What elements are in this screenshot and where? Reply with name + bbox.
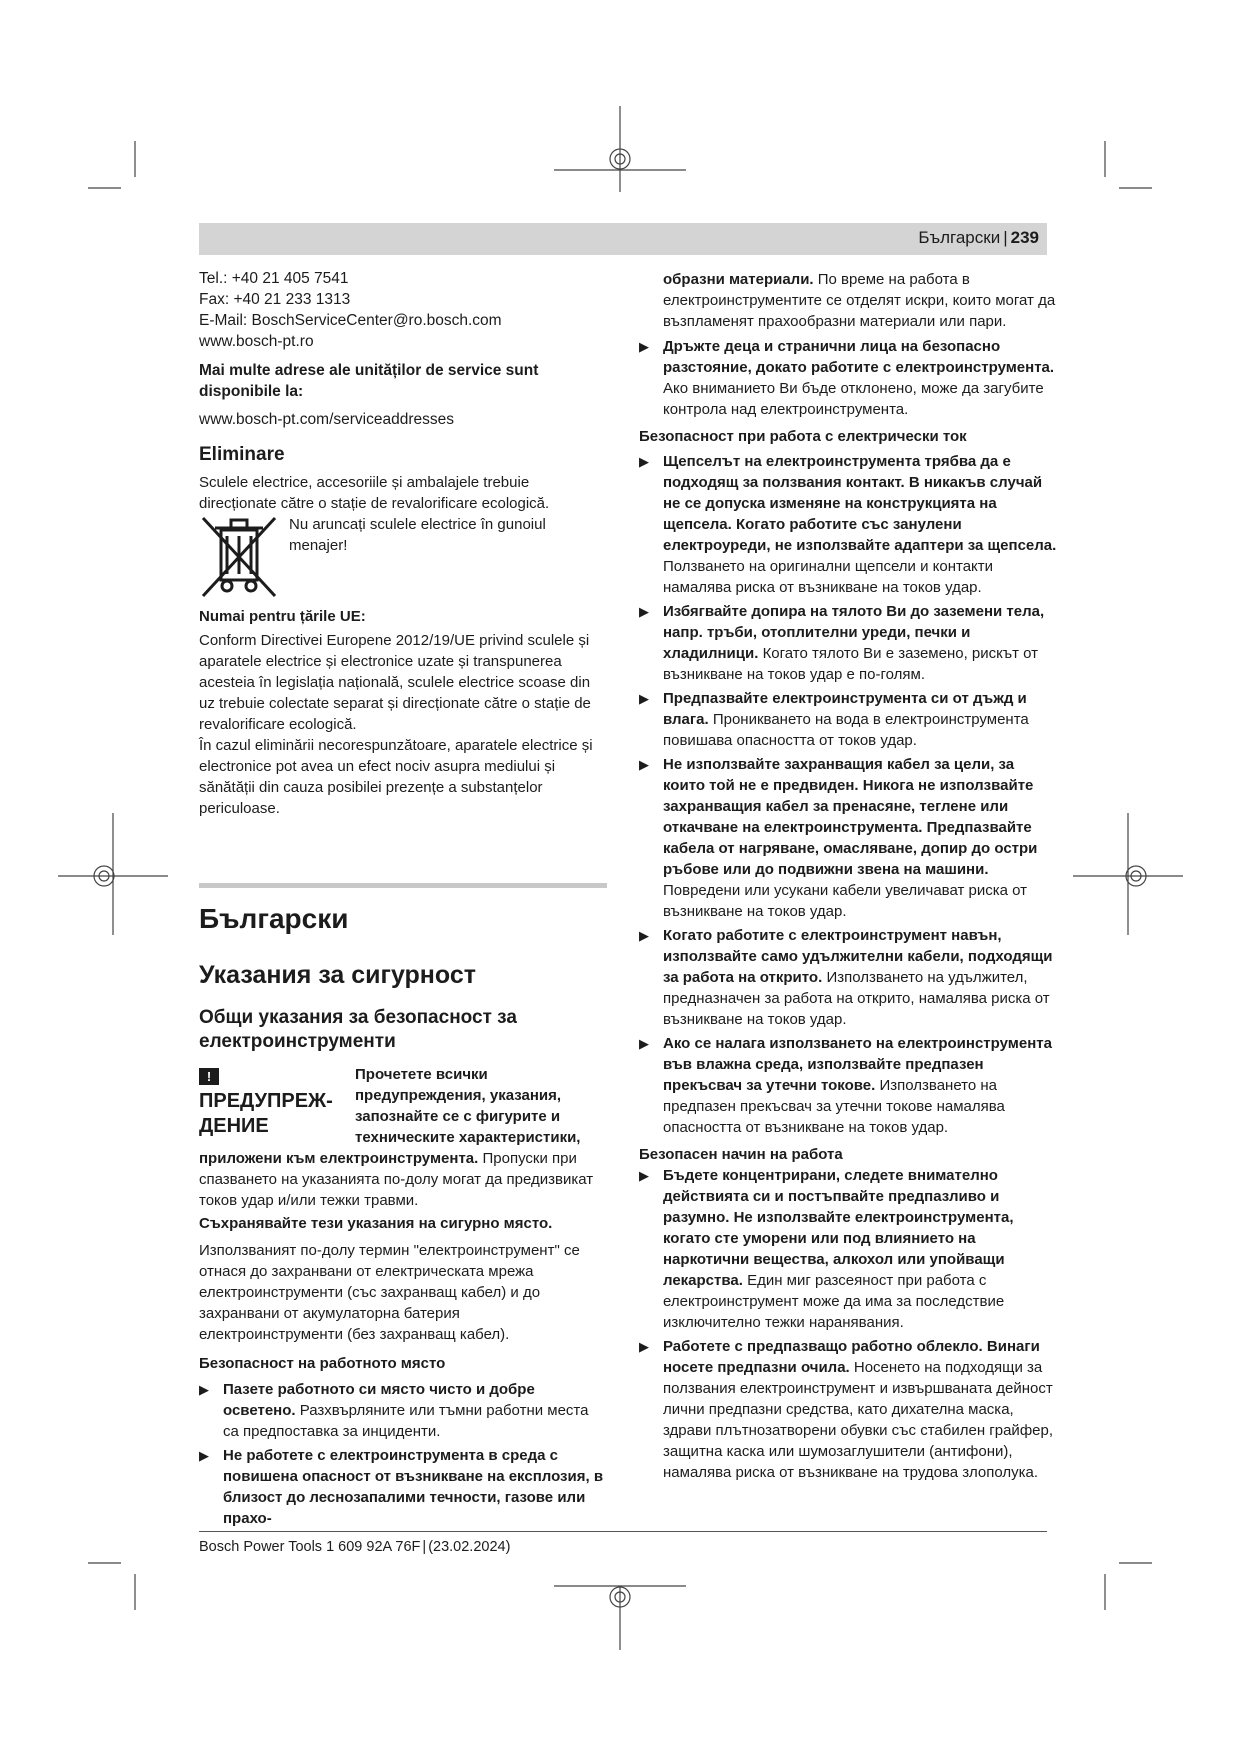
eu-heading: Numai pentru țările UE:	[199, 608, 366, 625]
contact-web: www.bosch-pt.ro	[199, 333, 314, 350]
workplace-item-1: ▶ Пазете работното си място чисто и добре осветено. Разхвърляните или тъмни работни места са предпоставка за инциденти.	[199, 1379, 607, 1442]
electrical-heading: Безопасност при работа с електрически ток	[639, 428, 967, 445]
warning-triangle-icon: !	[199, 1068, 219, 1085]
eu-text-1: Conform Directivei Europene 2012/19/UE privind sculele și aparatele electrice și electronice uzate și transpunerea acesteia în legislația națională, sculele electrice scoase din uz trebuie colectate separat și direcționate către o stație de revalorificare ecologică.	[199, 632, 591, 733]
general-safety-title: Общи указания за безопасност за електроинструменти	[199, 1007, 517, 1052]
weee-block	[199, 514, 607, 600]
contact-tel: Tel.: +40 21 405 7541	[199, 270, 349, 287]
warning-normal-text: Пропуски при спазването на указанията по-долу могат да предизвикат токов удар и/или тежки травми.	[199, 1150, 594, 1209]
rain-item: ▶ Предпазвайте електроинструмента си от дъжд и влага. Проникването на вода в електроинструмента повишава опасността от токов удар.	[639, 688, 1059, 751]
term-definition: Използваният по-долу термин "електроинструмент" се отнася до захранвани от електрическата мрежа електроинструменти (със захранващ кабел) и до захранвани от акумулаторна батерия електроинструменти (без захранващ кабел).	[199, 1242, 580, 1343]
workplace-item-2-cont: образни материали. По време на работа в електроинструментите се отделят искри, които могат да възпламенят прахообразни материали или пари.	[663, 271, 1056, 330]
workplace-heading: Безопасност на работното място	[199, 1355, 446, 1372]
cord-item: ▶ Не използвайте захранващия кабел за цели, за които той не е предвиден. Никога не използвайте захранващия кабел за пренасяне, теглене или откачване на електроинструмента. Предпазвайте кабела от нагряване, омасляване, допир до остри ръбове или до подвижни звена на машини. Повредени или усукани кабели увеличават риска от възникване на токов удар.	[639, 754, 1059, 922]
page-footer: Bosch Power Tools 1 609 92A 76F | (23.02.2024)	[199, 1539, 511, 1555]
alert-item: ▶ Бъдете концентрирани, следете внимателно действията си и постъпвайте предпазливо и разумно. Не използвайте електроинструмента, когато сте уморени или под влиянието на наркотични вещества, алкохол или упойващи лекарства. Един миг разсеяност при работа с електроинструмент може да има за последствие изключително тежки наранявания.	[639, 1165, 1059, 1333]
eu-text-2: În cazul eliminării necorespunzătoare, aparatele electrice și electronice pot avea un efect nociv asupra mediului și sănătății din cauza posibilei prezențe a substanțelor periculoase.	[199, 737, 593, 817]
warning-label: !ПРЕДУПРЕЖ-ДЕНИЕ	[199, 1069, 333, 1137]
ppe-item: ▶ Работете с предпазващо работно облекло. Винаги носете предпазни очила. Носенето на подходящи за ползвания електроинструмент и извършваната дейност лични предпазни средства, като дихателна маска, здрави плътнозатворени обувки със стабилен грайфер, защитна каска или шумозаглушители (антифони), намалява риска от възникване на трудова злополука.	[639, 1336, 1059, 1483]
contact-fax: Fax: +40 21 233 1313	[199, 291, 351, 308]
crossed-bin-icon	[199, 514, 279, 600]
keep-instructions: Съхранявайте тези указания на сигурно място.	[199, 1215, 553, 1232]
language-title: Български	[199, 903, 349, 934]
page-header	[199, 223, 1047, 255]
footer-date: (23.02.2024)	[428, 1539, 511, 1555]
footer-brand: Bosch Power Tools	[199, 1539, 323, 1555]
header-language: Български	[918, 228, 1001, 247]
plug-item: ▶ Щепселът на електроинструмента трябва да е подходящ за ползвания контакт. В никакъв случай не се допуска изменяне на конструкцията на щепсела. Когато работите със занулени електроуреди, не използвайте адаптери за щепсела. Ползването на оригинални щепсели и контакти намалява риска от възникване на токов удар.	[639, 451, 1059, 598]
contact-email: E-Mail: BoschServiceCenter@ro.bosch.com	[199, 312, 502, 329]
workplace-item-2: ▶ Не работете с електроинструмента в среда с повишена опасност от възникване на експлозия, в близост до леснозапалими течности, газове или прахо-	[199, 1445, 607, 1529]
right-column	[639, 269, 1059, 1483]
earthed-item: ▶ Избягвайте допира на тялото Ви до заземени тела, напр. тръби, отоплителни уреди, печки и хладилници. Когато тялото Ви е заземено, рискът от възникване на токов удар е по-голям.	[639, 601, 1059, 685]
more-addresses-heading: Mai multe adrese ale unităților de service sunt disponibile la:	[199, 362, 539, 400]
safety-title: Указания за сигурност	[199, 961, 476, 989]
more-addresses-url: www.bosch-pt.com/serviceaddresses	[199, 411, 454, 428]
footer-doc-number: 1 609 92A 76F	[326, 1539, 421, 1555]
disposal-heading: Eliminare	[199, 444, 285, 465]
page-number: 239	[1010, 228, 1039, 247]
warning-bold-text: Прочетете всички предупреждения, указания, запознайте се с фигурите и техническите характеристики, приложени към електроинструмента.	[199, 1066, 581, 1167]
header-text: Български | 239	[918, 228, 1039, 247]
outdoor-item: ▶ Когато работите с електроинструмент навън, използвайте само удължителни кабели, подходящи за работа на открито. Използването на удължител, предназначен за работа на открито, намалява риска от възникване на токов удар.	[639, 925, 1059, 1030]
footer-rule	[199, 1531, 1047, 1532]
personal-safety-heading: Безопасен начин на работа	[639, 1146, 843, 1163]
disposal-bin-text: Nu aruncați sculele electrice în gunoiul menajer!	[289, 516, 546, 554]
children-item: ▶ Дръжте деца и странични лица на безопасно разстояние, докато работите с електроинструмента. Ако вниманието Ви бъде отклонено, може да загубите контрола над електроинструмента.	[639, 336, 1059, 420]
rcd-item: ▶ Ако се налага използването на електроинструмента във влажна среда, използвайте предпазен прекъсвач за утечни токове. Използването на предпазен прекъсвач за утечни токове намалява опасността от възникване на токов удар.	[639, 1033, 1059, 1138]
left-column	[199, 268, 607, 1529]
disposal-text: Sculele electrice, accesoriile și ambalajele trebuie direcționate către o stație de revalorificare ecologică.	[199, 474, 550, 512]
warning-block	[199, 1064, 607, 1211]
